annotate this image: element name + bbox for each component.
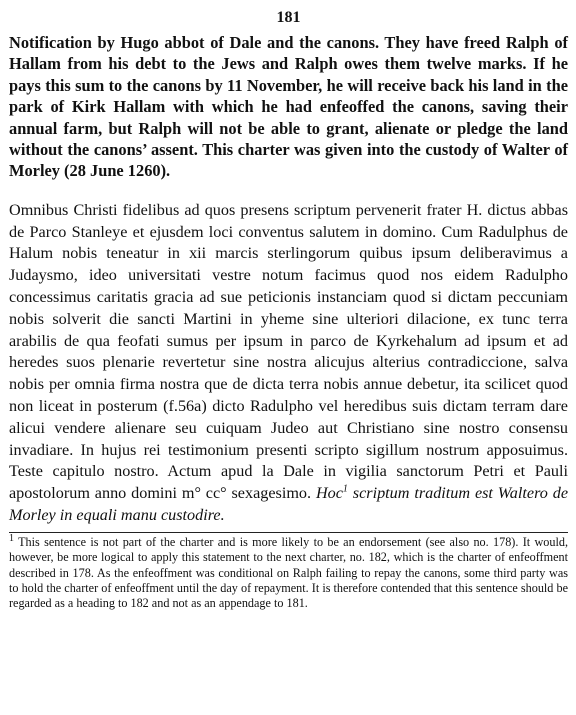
footnote (9, 532, 568, 612)
endorsement-rest: scriptum traditum est Waltero de Morley in equali manu custodire. (9, 484, 569, 524)
page-number: 181 (276, 9, 301, 26)
charter-latin-body: Omnibus Christi fidelibus ad quos presens scriptum pervenerit frater H. dictus abbas de Parco Stanleye et ejusdem loci conventus salutem in domino. Cum Radulphus de Halum nobis teneatur in xii marcis sterlingorum quibus ipsum deliberavimus a Judaysmo, ideo universitati vestre notum facimus quod nos eidem Radulpho concessimus caritatis gracia ad sue peticionis instanciam quod si dictam peccuniam nobis solverit die sancti Martini in yheme sine ulteriori dilacione, ex tunc terra arabilis de qua feofati sumus per ipsum in parco de Kyrkehalum ad ipsum et ad heredes suos plenarie revertetur sine nostra alicujus alterius contradiccione, salva nobis per omnia firma nostra que de dicta terra nobis annue debetur, ita scilicet quod non liceat in posterum (f.56a) dicto Radulpho vel heredibus suis dictam terram dare alicui vendere alienare seu cuiquam Judeo aut Christiano sine nostro consensu invadiare. In hujus rei testimonium presenti scripto sigillum nostrum apposuimus. Teste capitulo nostro. Actum apud la Dale in vigilia sanctorum Petri et Pauli apostolorum anno domini m° cc° sexagesimo. (9, 200, 568, 503)
footnote-divider (9, 532, 568, 533)
footnote-text: This sentence is not part of the charter and is more likely to be an endorsement (see also no. 178). It would, however, be more logical to apply this statement to the next charter, no. 182, which is the charter of enfeoffment described in 178. As the enfeoffment was conditional on Ralph failing to repay the canons, some third party was to hold the charter of enfeoffment until the day of repayment. It is therefore contended that this sentence should be regarded as a heading to 182 and not as an appendage to 181. (9, 534, 568, 611)
endorsement-start: Hoc (315, 484, 343, 503)
footnote-marker: 1 (342, 483, 348, 495)
charter-text (9, 200, 568, 527)
charter-summary: Notification by Hugo abbot of Dale and the canons. They have freed Ralph of Hallam from his debt to the Jews and Ralph owes them twelve marks. If he pays this sum to the canons by 11 November, he will receive back his land in the park of Kirk Hallam with which he had enfeoffed the canons, saving their annual farm, but Ralph will not be able to grant, alienate or pledge the land without the canons’ assent. This charter was given into the custody of Walter of Morley (28 June 1260). (9, 33, 568, 181)
footnote-number: 1 (9, 532, 14, 544)
